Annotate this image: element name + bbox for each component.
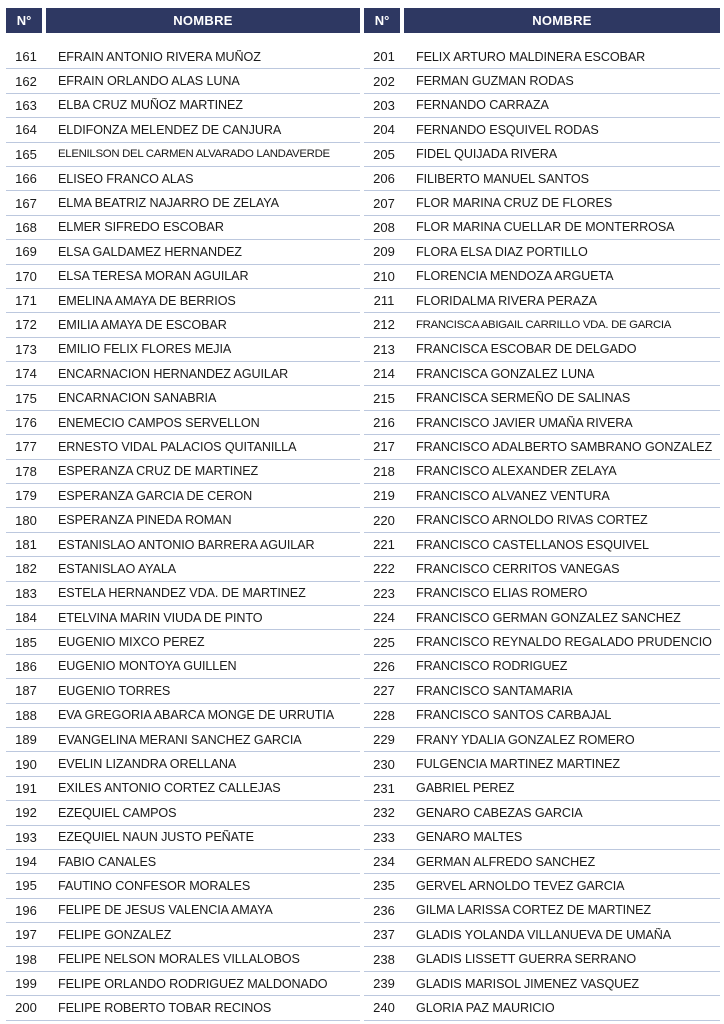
row-number: 178 [15,463,37,479]
table-row [364,508,720,532]
table-row [6,386,360,410]
row-name: FIDEL QUIJADA RIVERA [416,147,557,162]
row-name: GENARO CABEZAS GARCIA [416,805,583,820]
header-name: NOMBRE [46,8,360,33]
name-list [6,45,360,1021]
table-row [364,679,720,703]
row-number: 194 [15,854,37,870]
row-name: FERNANDO CARRAZA [416,98,549,113]
table-row [6,94,360,118]
row-number: 191 [15,780,37,796]
table-row [364,874,720,898]
row-number: 188 [15,707,37,723]
row-number: 176 [15,415,37,431]
row-number: 232 [373,805,395,821]
row-name: GLADIS YOLANDA VILLANUEVA DE UMAÑA [416,927,672,942]
table-row [364,69,720,93]
row-name: ENCARNACION SANABRIA [58,391,217,406]
row-name: GENARO MALTES [416,830,523,845]
row-name: FELIPE ROBERTO TOBAR RECINOS [58,1000,272,1015]
table-row [364,923,720,947]
row-number: 193 [15,829,37,845]
row-number: 189 [15,732,37,748]
row-name: ESPERANZA CRUZ DE MARTINEZ [58,464,259,479]
row-number: 198 [15,951,37,967]
row-name: FERMAN GUZMAN RODAS [416,74,574,89]
row-name: ESPERANZA PINEDA ROMAN [58,513,232,528]
table-header [364,8,720,33]
row-name: EVANGELINA MERANI SANCHEZ GARCIA [58,732,302,747]
table-row [6,289,360,313]
table-row [364,362,720,386]
row-name: EUGENIO MONTOYA GUILLEN [58,659,237,674]
table-row [364,777,720,801]
row-number: 207 [373,195,395,211]
row-number: 215 [373,390,395,406]
row-name: ELSA GALDAMEZ HERNANDEZ [58,244,242,259]
table-row [364,947,720,971]
table-row [364,752,720,776]
table-row [364,435,720,459]
row-number: 210 [373,268,395,284]
row-number: 211 [373,293,395,309]
row-number: 175 [15,390,37,406]
row-name: ELBA CRUZ MUÑOZ MARTINEZ [58,98,243,113]
table-row [6,655,360,679]
row-number: 199 [15,976,37,992]
table-row [6,728,360,752]
table-row [6,508,360,532]
row-name: GLADIS MARISOL JIMENEZ VASQUEZ [416,976,640,991]
table-row [6,996,360,1020]
row-name: FRANCISCA SERMEÑO DE SALINAS [416,391,631,406]
row-number: 196 [15,902,37,918]
table-row [6,704,360,728]
table-row [6,606,360,630]
row-name: ELDIFONZA MELENDEZ DE CANJURA [58,122,282,137]
table-row [364,460,720,484]
table-row [6,411,360,435]
table-row [364,533,720,557]
row-number: 190 [15,756,37,772]
row-name: ELSA TERESA MORAN AGUILAR [58,269,249,284]
row-number: 187 [15,683,37,699]
row-number: 221 [373,537,395,552]
row-name: ESTANISLAO AYALA [58,561,177,576]
row-name: FELIPE NELSON MORALES VILLALOBOS [58,952,300,967]
row-number: 163 [15,97,37,113]
row-number: 228 [373,707,395,723]
row-number: 172 [15,317,37,333]
row-name: EUGENIO MIXCO PEREZ [58,635,205,650]
row-name: FRANCISCO SANTAMARIA [416,683,573,698]
row-number: 239 [373,976,395,992]
row-number: 220 [373,512,395,528]
row-number: 225 [373,634,395,650]
row-name: ENEMECIO CAMPOS SERVELLON [58,415,260,430]
row-number: 168 [15,219,37,235]
table-row [364,801,720,825]
row-number: 177 [15,439,37,455]
row-name: FRANCISCO ALVANEZ VENTURA [416,488,610,503]
row-number: 166 [15,171,37,187]
table-row [6,947,360,971]
table-row [6,191,360,215]
table-row [364,826,720,850]
row-name: FELIPE GONZALEZ [58,927,172,942]
row-name: EZEQUIEL NAUN JUSTO PEÑATE [58,830,254,845]
row-number: 173 [15,341,37,357]
row-name: FRANCISCO JAVIER UMAÑA RIVERA [416,415,633,430]
name-list [364,45,720,1021]
table-row [364,265,720,289]
table-row [6,362,360,386]
row-name: FLORA ELSA DIAZ PORTILLO [416,244,588,259]
row-name: ERNESTO VIDAL PALACIOS QUITANILLA [58,439,297,454]
table-row [6,777,360,801]
row-name: FLORENCIA MENDOZA ARGUETA [416,269,614,284]
table-header [6,8,360,33]
table-row [364,45,720,69]
header-number: N° [364,8,400,33]
table-row [364,118,720,142]
row-name: EFRAIN ORLANDO ALAS LUNA [58,74,240,89]
row-number: 222 [373,561,395,577]
row-name: FRANCISCO RODRIGUEZ [416,659,568,674]
table-row [364,606,720,630]
table-row [6,899,360,923]
table-row [364,289,720,313]
row-name: FRANCISCO GERMAN GONZALEZ SANCHEZ [416,610,681,625]
table-row [364,899,720,923]
table-row [6,313,360,337]
table-row [6,143,360,167]
table-row [6,167,360,191]
right-column [364,8,720,1021]
row-number: 179 [15,488,37,504]
header-name: NOMBRE [404,8,720,33]
row-name: FELIPE DE JESUS VALENCIA AMAYA [58,903,273,918]
table-row [6,45,360,69]
row-number: 185 [15,634,37,650]
table-row [364,94,720,118]
row-name: EMELINA AMAYA DE BERRIOS [58,293,236,308]
row-name: ELISEO FRANCO ALAS [58,171,194,186]
table-row [364,191,720,215]
row-name: ENCARNACION HERNANDEZ AGUILAR [58,366,289,381]
row-number: 219 [373,488,395,504]
table-row [6,118,360,142]
table-row [364,313,720,337]
table-row [364,996,720,1020]
row-number: 197 [15,927,37,943]
row-name: ESTANISLAO ANTONIO BARRERA AGUILAR [58,537,315,552]
table-row [364,386,720,410]
table-row [6,216,360,240]
table-row [6,582,360,606]
row-name: FULGENCIA MARTINEZ MARTINEZ [416,757,620,772]
table-row [6,850,360,874]
row-name: ELMER SIFREDO ESCOBAR [58,220,224,235]
table-row [364,850,720,874]
table-row [364,240,720,264]
row-number: 164 [15,122,37,138]
row-name: FLOR MARINA CRUZ DE FLORES [416,196,613,211]
row-number: 234 [373,854,395,870]
table-row [6,435,360,459]
row-number: 174 [15,366,37,382]
row-number: 226 [373,658,395,674]
table-row [364,411,720,435]
table-row [6,752,360,776]
row-name: ELMA BEATRIZ NAJARRO DE ZELAYA [58,196,279,211]
table-row [364,630,720,654]
row-name: FRANCISCA ABIGAIL CARRILLO VDA. DE GARCIA [416,318,672,331]
table-row [6,972,360,996]
row-name: FRANCISCA GONZALEZ LUNA [416,366,595,381]
row-name: EFRAIN ANTONIO RIVERA MUÑOZ [58,49,261,64]
row-number: 229 [373,732,395,748]
row-number: 171 [15,293,37,309]
row-name: GILMA LARISSA CORTEZ DE MARTINEZ [416,903,651,918]
table-row [6,826,360,850]
row-number: 217 [373,439,395,455]
row-name: FELIPE ORLANDO RODRIGUEZ MALDONADO [58,976,328,991]
row-number: 170 [15,268,37,284]
table-row [364,143,720,167]
row-number: 182 [15,561,37,577]
row-number: 218 [373,463,395,479]
row-number: 213 [373,341,395,357]
row-name: FRANCISCO ADALBERTO SAMBRANO GONZALEZ [416,439,713,454]
row-name: EMILIO FELIX FLORES MEJIA [58,342,232,357]
row-number: 162 [15,73,37,89]
table-row [364,582,720,606]
row-number: 183 [15,585,37,601]
row-number: 233 [373,829,395,845]
row-number: 206 [373,171,395,187]
row-name: GLADIS LISSETT GUERRA SERRANO [416,952,637,967]
row-number: 165 [15,146,37,162]
row-number: 223 [373,585,395,601]
row-name: FELIX ARTURO MALDINERA ESCOBAR [416,49,646,64]
row-name: FERNANDO ESQUIVEL RODAS [416,122,599,137]
table-row [6,484,360,508]
row-name: FAUTINO CONFESOR MORALES [58,878,251,893]
row-name: EMILIA AMAYA DE ESCOBAR [58,317,227,332]
table-row [364,216,720,240]
row-number: 236 [373,902,395,918]
table-row [6,265,360,289]
table-row [364,484,720,508]
row-number: 208 [373,219,395,235]
row-number: 205 [373,146,395,162]
row-number: 201 [373,49,395,65]
row-number: 192 [15,805,37,821]
row-number: 180 [15,512,37,528]
row-name: FRANCISCO SANTOS CARBAJAL [416,708,612,723]
row-number: 184 [15,610,37,626]
row-name: FABIO CANALES [58,854,157,869]
row-number: 240 [373,1000,395,1016]
row-number: 195 [15,878,37,894]
table-row [364,338,720,362]
row-number: 238 [373,951,395,967]
row-name: EXILES ANTONIO CORTEZ CALLEJAS [58,781,281,796]
table-row [364,972,720,996]
table-row [6,338,360,362]
table-row [364,557,720,581]
row-number: 237 [373,927,395,943]
table-row [6,533,360,557]
row-name: FRANCISCO ALEXANDER ZELAYA [416,464,617,479]
row-number: 186 [15,658,37,674]
row-name: GERMAN ALFREDO SANCHEZ [416,854,596,869]
row-number: 231 [373,780,395,796]
row-name: ELENILSON DEL CARMEN ALVARADO LANDAVERDE [58,148,330,161]
row-number: 214 [373,366,395,382]
table-row [6,679,360,703]
table-row [6,923,360,947]
row-number: 167 [15,195,37,211]
row-number: 202 [373,73,395,89]
table-row [6,557,360,581]
row-number: 209 [373,244,395,260]
row-number: 200 [15,1000,37,1016]
row-name: GABRIEL PEREZ [416,781,515,796]
row-name: FRANY YDALIA GONZALEZ ROMERO [416,732,635,747]
row-number: 161 [15,49,37,65]
table-row [364,728,720,752]
row-name: EVELIN LIZANDRA ORELLANA [58,757,237,772]
header-number: N° [6,8,42,33]
row-name: EUGENIO TORRES [58,683,171,698]
row-name: FRANCISCO REYNALDO REGALADO PRUDENCIO [416,635,712,650]
row-name: FILIBERTO MANUEL SANTOS [416,171,589,186]
table-row [6,801,360,825]
row-number: 227 [373,683,395,699]
row-name: FRANCISCO ELIAS ROMERO [416,586,588,601]
row-name: GERVEL ARNOLDO TEVEZ GARCIA [416,878,625,893]
row-name: EVA GREGORIA ABARCA MONGE DE URRUTIA [58,708,335,723]
row-name: EZEQUIEL CAMPOS [58,805,177,820]
row-name: GLORIA PAZ MAURICIO [416,1000,555,1015]
table-row [364,655,720,679]
row-number: 203 [373,97,395,113]
row-number: 216 [373,415,395,431]
row-name: ESTELA HERNANDEZ VDA. DE MARTINEZ [58,586,306,601]
row-number: 169 [15,244,37,260]
row-name: FRANCISCO ARNOLDO RIVAS CORTEZ [416,513,648,528]
row-number: 224 [373,610,395,626]
table-row [6,69,360,93]
row-number: 212 [373,317,395,333]
table-row [6,460,360,484]
row-number: 235 [373,878,395,894]
row-name: FRANCISCO CASTELLANOS ESQUIVEL [416,537,649,552]
row-name: ETELVINA MARIN VIUDA DE PINTO [58,610,263,625]
row-number: 204 [373,122,395,138]
row-number: 181 [15,537,37,552]
table-row [6,240,360,264]
row-name: FLOR MARINA CUELLAR DE MONTERROSA [416,220,675,235]
row-name: FRANCISCA ESCOBAR DE DELGADO [416,342,637,357]
table-row [6,630,360,654]
table-row [364,704,720,728]
row-number: 230 [373,756,395,772]
row-name: FLORIDALMA RIVERA PERAZA [416,293,597,308]
table-row [364,167,720,191]
table-row [6,874,360,898]
left-column [6,8,360,1021]
row-name: ESPERANZA GARCIA DE CERON [58,488,253,503]
row-name: FRANCISCO CERRITOS VANEGAS [416,561,620,576]
